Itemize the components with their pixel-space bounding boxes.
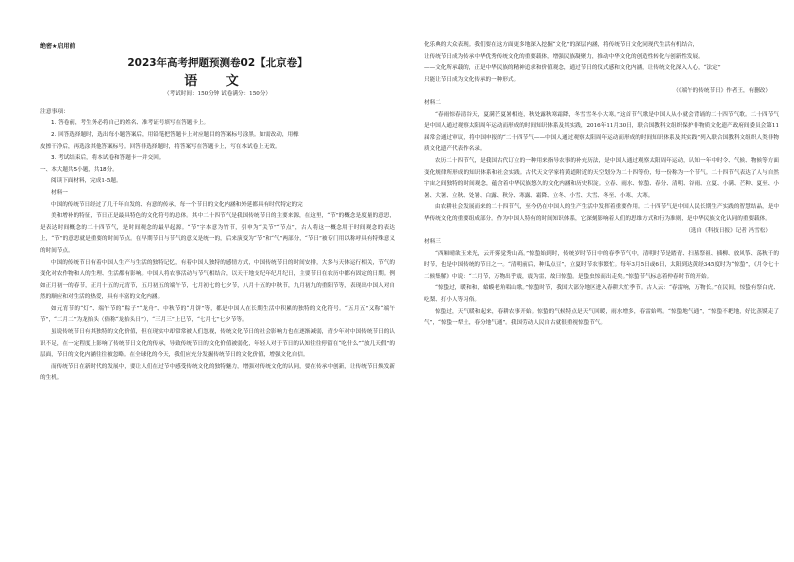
subject-title: 语 文 [184, 73, 251, 89]
source-citation: （选自《科技日报》记者 冯雪松） [685, 227, 771, 234]
material-paragraph: “西厢晴欲玉来光，云开雾觉秀山高。”惊蛰始到时，传统岁时节日中的春季节气中，清明时节是踏青、扫墓祭祖、插柳、放风筝、荡秋千的时节，也是中国传统的节日之一。“清明前后，种瓜点豆”，立夏时节农事繁忙。每年3月5日或6日，太阳到达黄经345度时为“惊蛰”，《月令七十二候集解》中说：“二月节，万物出乎震，震为雷，故曰惊蛰。是蛰虫惊而出走矣。”惊蛰节气标志着仲春时节的开始。 [424, 250, 779, 280]
confidential-label: 绝密★启用前 [40, 43, 76, 50]
material-paragraph: 惊蛰过，天气暖和起来，春耕农事开始。惊蛰的气候特点是天气回暖，雨水增多，春雷始鸣。“惊蛰地气通”，“惊蛰不耙地，好比蒸馍走了气”，“惊蛰一犁土，春分地气通”。我国劳动人民自古就很重视惊蛰节气。 [424, 308, 779, 327]
exam-info: （考试时间：150分钟 试卷满分：150分） [163, 91, 272, 98]
section-heading: 一、本大题共5小题，共18分。 [40, 166, 118, 173]
material-label: 材料一 [51, 189, 68, 196]
material-paragraph: 虽说传统节日有其独特的文化价值，但在现实中却常常被人们忽视，传统文化节日的社会影响力也在逐渐减弱，青少年对中国传统节日的认识不足，在一定程度上影响了传统节日文化的传承，导致传统节日的文化价值被弱化，年轻人对于节日的认知往往停留在“吃什么”“放几天假”的层面，节日的文化内涵往往被忽略。在全球化的今天，我们应充分发掘传统节日的文化价值，增强文化自信。 [40, 329, 395, 359]
source-citation: （《端午的传统节日》作者王，有删改） [673, 88, 771, 95]
instruction-item: 皮擦干净后，再选涂其他答案标号。回答非选择题时，将答案写在答题卡上，写在本试卷上无效。 [40, 143, 281, 150]
instruction-item: 3. 考试结束后，将本试卷和答题卡一并交回。 [51, 155, 165, 162]
continuation-line: 化乐典的大众表现。我们要在这方面更多地深入挖掘“文化”的深层内涵，将传统节日文化同现代生活有机结合， [424, 42, 699, 48]
material-paragraph: 中国的传统节日经过了几千年自发的、有意的传承，每一个节日的文化内涵和外延都具有时代特定的完 [51, 201, 303, 208]
continuation-line: 让传统节日成为传承中华优秀传统文化的重要载体，增强民族凝聚力，推动中华文化的创造性转化与创新性发展。 [424, 53, 704, 60]
exam-title: 2023年高考押题预测卷02【北京卷】 [127, 57, 308, 69]
instruction-item: 1. 答卷前，考生务必将自己的姓名、准考证号填写在答题卡上。 [51, 120, 210, 127]
material-paragraph: 农历二十四节气，是我国古代订立的一种用来指导农事的补充历法，是中国人通过观察太阳周年运动，认知一年中时令、气候、物候等方面变化规律所形成的知识体系和社会实践。古代天文学家将黄道附近的天空划分为二十四等份，每一份称为一个节气。二十四节气表达了人与自然宇宙之间独特的时间观念，蕴含着中华民族悠久的文化内涵和历史积淀。立春、雨水、惊蛰、春分、清明、谷雨、立夏、小满、芒种、夏至、小暑、大暑、立秋、处暑、白露、秋分、寒露、霜降、立冬、小雪、大雪、冬至、小寒、大寒。 [424, 157, 779, 199]
material-paragraph: 由农耕社会发展而来的二十四节气，至今仍在中国人的生产生活中发挥着重要作用。二十四节气是中国人民长期生产实践的智慧结晶，是中华传统文化的重要组成部分。作为中国人特有的时间知识体系，它深刻影响着人们的思维方式和行为准则，是中华民族文化认同的重要载体。 [424, 204, 779, 222]
instructions-heading: 注意事项： [40, 108, 69, 115]
material-paragraph: 美和增补的特征，节日正是最具特色的文化符号的总体。其中二十四节气是我国传统节日的主要来源，在这里，“节”的概念是度量的意思，是表达时间概念的二十四节气，是时间观念的最早起源。“节”字本意为竹节，引申为“关节”“节点”，古人将这一概念用于时间观念的表达上，“节”的意思就是重要的时间节点。在早期节日与节气的意义是统一的，后来演变为“节”和“气”两部分，“节日”被专门用以称呼具有特殊意义的时间节点。 [40, 213, 395, 254]
material-paragraph: “惊蛰过，暖和和，蛤蟆老角唱山歌。”惊蛰时节，我国大部分地区进入春耕大忙季节。古人云：“春雷响，万物长。”在民间，惊蛰有祭白虎、吃梨、打小人等习俗。 [424, 285, 779, 304]
section-intro: 阅读下面材料，完成1-5题。 [51, 178, 122, 185]
continuation-line: 只能让节日成为文化传承的一种形式。 [424, 76, 520, 83]
left-column [40, 40, 395, 385]
material-paragraph: 中国的传统节日有着中国人生产与生活的独特记忆，有着中国人独特的感情方式，中国传统节日的时间安排，大多与天体运行相关，节气的变化对农作物和人的生理、生活都有影响。中国人将农事活动与节气相结合，以天干地支纪年纪月纪日，主要节日在农历中都有固定的日期。例如正月初一的春节，正月十五的元宵节，五月初五的端午节，七月初七的七夕节，八月十五的中秋节，九月初九的重阳节等，表现出中国人对自然的顺应和对生活的热爱，具有丰富的文化内涵。 [40, 259, 395, 301]
right-column [424, 40, 779, 330]
material-paragraph: “春雨惊春清谷天，夏满芒夏暑相连，秋处露秋寒霜降，冬雪雪冬小大寒。”这首节气歌是中国人从小就会背诵的二十四节气歌。二十四节气是中国人通过观察太阳周年运动而形成的时间知识体系及其实践，2016年11月30日，联合国教科文组织保护非物质文化遗产政府间委员会第11届常会通过审议，将中国申报的“二十四节气——中国人通过观察太阳周年运动而形成的时间知识体系及其实践”列入联合国教科文组织人类非物质文化遗产代表作名录。 [424, 111, 779, 153]
material-label: 材料二 [424, 99, 441, 106]
material-paragraph: 如元宵节的“灯”、端午节的“粽子”“龙舟”、中秋节的“月饼”等，都是中国人在长期生活中积累的独特的文化符号。“五月五”又称“端午节”，“二月二”为龙抬头（俗称“龙抬头日”），“三月三”上巳节，“七月七”七夕节等。 [40, 305, 395, 324]
instruction-item: 2. 回答选择题时，选出每小题答案后，用铅笔把答题卡上对应题目的答案标号涂黑。如需改动，用橡 [51, 131, 299, 138]
material-paragraph: 而传统节日在新时代的发展中，要让人们在过节中感受传统文化的独特魅力，增强对传统文化的认同，要在传承中创新，让传统节日焕发新的生机。 [40, 363, 395, 382]
continuation-line: ——文化所承载的，正是中华民族的精神追求和价值观念，通过节日的仪式感和文化内涵，让传统文化深入人心，“法定” [424, 65, 721, 72]
material-label: 材料三 [424, 239, 441, 246]
